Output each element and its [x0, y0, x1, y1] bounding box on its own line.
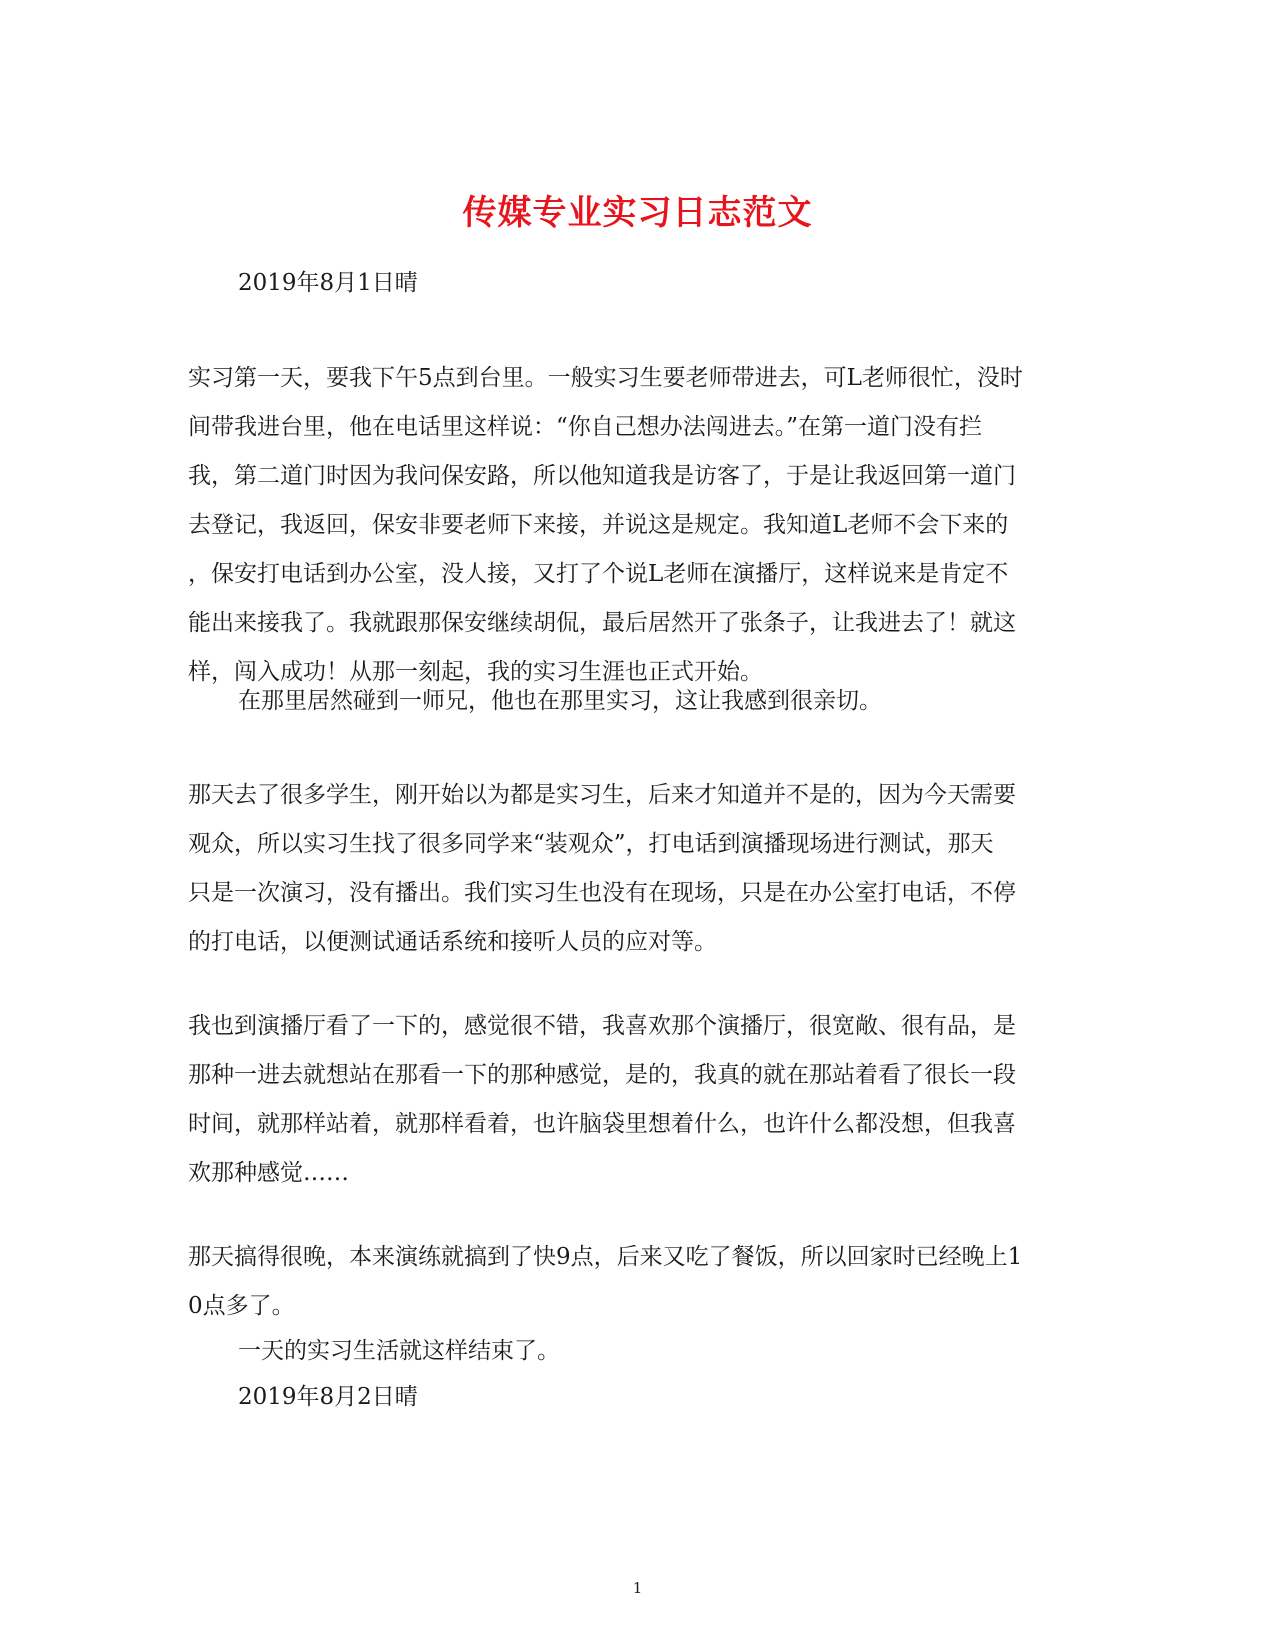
paragraph-line: 的打电话，以便测试通话系统和接听人员的应对等。 [188, 929, 717, 955]
paragraph-4 [188, 1002, 1088, 1198]
page-number: 1 [632, 1579, 643, 1597]
paragraph-line: 一天的实习生活就这样结束了。 [238, 1338, 560, 1364]
paragraph-line: 欢那种感觉…… [188, 1160, 349, 1186]
diary-date-1 [188, 259, 1138, 308]
date-text: 2019年8月1日晴 [238, 270, 418, 296]
paragraph-line: 能出来接我了。我就跟那保安继续胡侃，最后居然开了张条子，让我进去了！就这 [188, 610, 1016, 636]
paragraph-line: 间带我进台里，他在电话里这样说：“你自己想办法闯进去。”在第一道门没有拦 [188, 414, 983, 440]
paragraph-6 [188, 1327, 1138, 1376]
paragraph-5 [188, 1233, 1088, 1331]
paragraph-line: 只是一次演习，没有播出。我们实习生也没有在现场，只是在办公室打电话，不停 [188, 880, 1016, 906]
paragraph-1 [188, 354, 1088, 697]
paragraph-line: 那天去了很多学生，刚开始以为都是实习生，后来才知道并不是的，因为今天需要 [188, 782, 1016, 808]
paragraph-line: 观众，所以实习生找了很多同学来“装观众”，打电话到演播现场进行测试，那天 [188, 831, 994, 857]
paragraph-line: 时间，就那样站着，就那样看着，也许脑袋里想着什么，也许什么都没想，但我喜 [188, 1111, 1016, 1137]
diary-date-2 [188, 1373, 1138, 1422]
paragraph-line: 样，闯入成功！从那一刻起，我的实习生涯也正式开始。 [188, 659, 763, 685]
paragraph-line: 实习第一天，要我下午5点到台里。一般实习生要老师带进去，可L老师很忙，没时 [188, 365, 1023, 391]
paragraph-line: 那种一进去就想站在那看一下的那种感觉，是的，我真的就在那站着看了很长一段 [188, 1062, 1016, 1088]
paragraph-line: 0点多了。 [188, 1293, 295, 1319]
paragraph-line: 我也到演播厅看了一下的，感觉很不错，我喜欢那个演播厅，很宽敞、很有品，是 [188, 1013, 1016, 1039]
paragraph-line: 我，第二道门时因为我问保安路，所以他知道我是访客了，于是让我返回第一道门 [188, 463, 1016, 489]
document-title: 传媒专业实习日志范文 [462, 192, 813, 233]
date-text: 2019年8月2日晴 [238, 1384, 418, 1410]
paragraph-line: 那天搞得很晚，本来演练就搞到了快9点，后来又吃了餐饭，所以回家时已经晚上1 [188, 1244, 1023, 1270]
paragraph-2 [188, 677, 1138, 726]
paragraph-3 [188, 771, 1088, 967]
paragraph-line: 在那里居然碰到一师兄，他也在那里实习，这让我感到很亲切。 [238, 688, 882, 714]
paragraph-line: 去登记，我返回，保安非要老师下来接，并说这是规定。我知道L老师不会下来的 [188, 512, 1009, 538]
paragraph-line: ，保安打电话到办公室，没人接，又打了个说L老师在演播厅，这样说来是肯定不 [188, 561, 1009, 587]
